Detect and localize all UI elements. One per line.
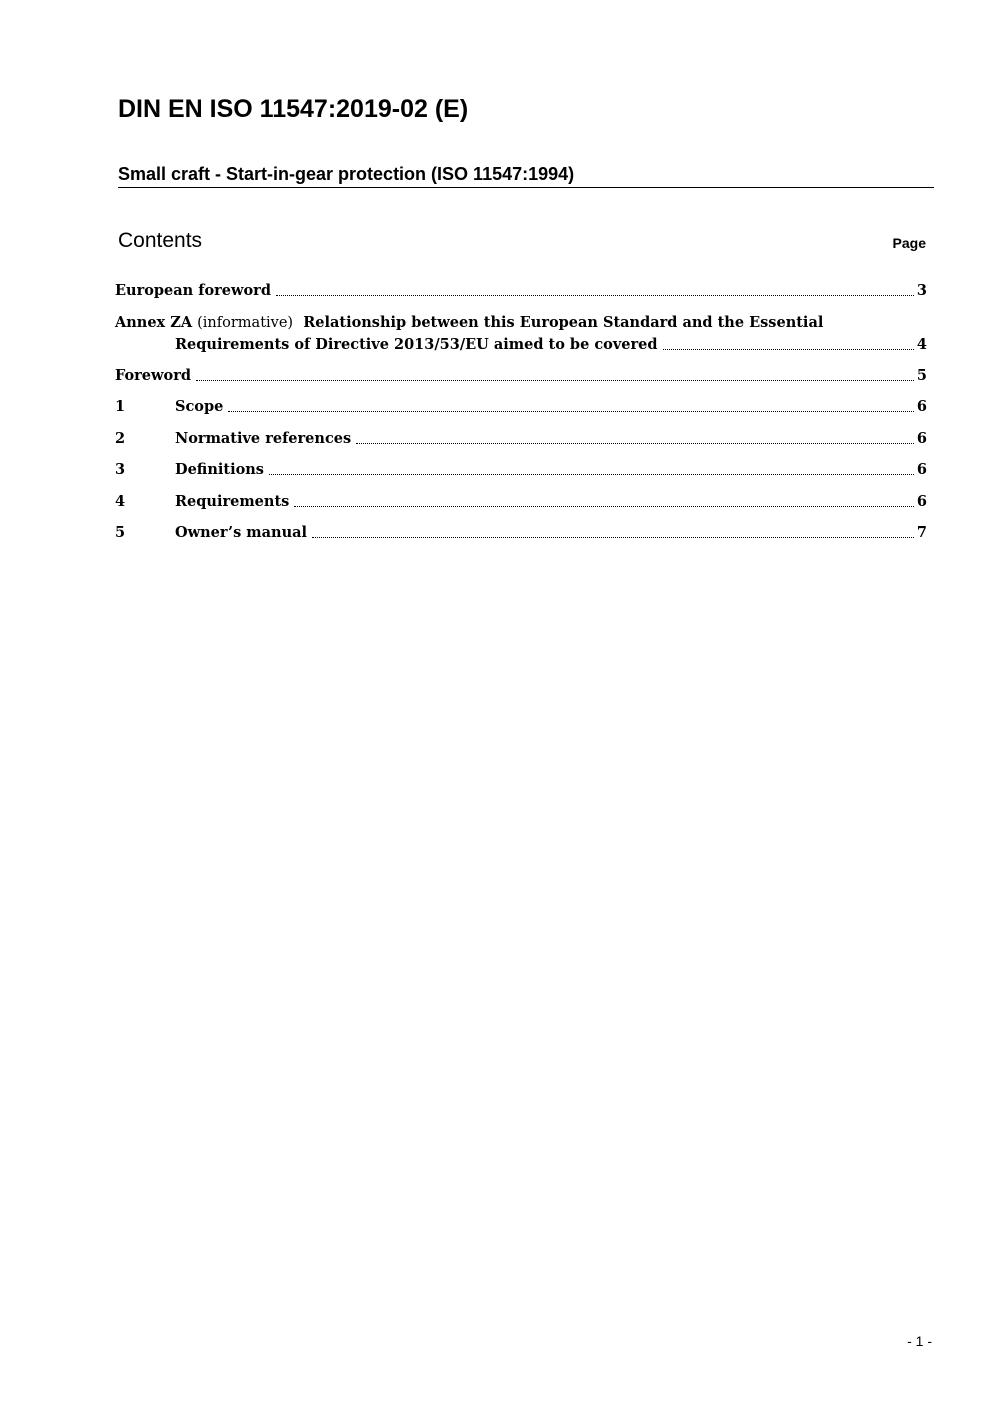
toc-dot-leader	[312, 537, 914, 538]
toc-entry-number: 4	[115, 492, 126, 510]
toc-entry-number: 2	[115, 429, 126, 447]
toc-dot-leader	[276, 295, 914, 296]
toc-dot-leader	[269, 474, 914, 475]
toc-entry-page: 6	[916, 398, 927, 415]
toc-dot-leader	[196, 380, 914, 381]
toc-entry-scope[interactable]	[115, 396, 927, 417]
toc-entry-normative-references[interactable]	[115, 428, 927, 449]
toc-entry-annex-title-line-1: Relationship between this European Standard and the Essential	[293, 313, 824, 331]
toc-entry-owners-manual[interactable]	[115, 522, 927, 543]
toc-entry-title-line-1	[115, 312, 927, 334]
toc-dot-leader	[356, 443, 914, 444]
toc-entry-title: Requirements	[175, 492, 290, 510]
document-id: DIN EN ISO 11547:2019-02 (E)	[118, 95, 469, 123]
toc-dot-leader	[663, 349, 914, 350]
toc-entry-page: 5	[916, 366, 927, 384]
toc-entry-title: Normative references	[175, 429, 352, 447]
toc-entry-title: Scope	[175, 398, 224, 415]
toc-entry-number: 3	[115, 461, 126, 478]
toc-entry-requirements[interactable]	[115, 491, 927, 512]
toc-dot-leader	[228, 411, 914, 412]
toc-entry-page: 6	[916, 492, 927, 510]
toc-entry-number: 1	[115, 398, 126, 415]
toc-entry-page: 7	[916, 524, 927, 541]
page-number: - 1 -	[907, 1333, 932, 1349]
document-title: Small craft - Start-in-gear protection (ISO 11547:1994)	[118, 163, 934, 188]
toc-entry-foreword[interactable]	[115, 365, 927, 386]
contents-heading: Contents	[118, 229, 203, 252]
toc-entry-page: 6	[916, 429, 927, 447]
toc-entry-title: Definitions	[175, 461, 264, 478]
toc-entry-annex-label: Annex ZA	[115, 313, 198, 331]
toc-entry-annex-za[interactable]	[115, 312, 927, 355]
toc-entry-title-block	[115, 312, 927, 355]
toc-entry-page: 3	[916, 282, 927, 299]
toc-entry-definitions[interactable]	[115, 459, 927, 480]
toc-entry-page: 4	[916, 335, 927, 353]
table-of-contents	[115, 280, 927, 554]
toc-entry-title: Owner’s manual	[175, 524, 308, 541]
toc-entry-european-foreword[interactable]	[115, 280, 927, 301]
toc-entry-annex-title-line-2: Requirements of Directive 2013/53/EU aimed to be covered	[175, 335, 658, 353]
toc-entry-title: European foreword	[115, 282, 271, 299]
toc-entry-annex-qualifier: (informative)	[197, 314, 294, 331]
toc-dot-leader	[294, 506, 914, 507]
toc-entry-number: 5	[115, 524, 126, 541]
toc-entry-title-line-2-row	[115, 334, 927, 355]
toc-entry-title: Foreword	[115, 366, 191, 384]
toc-entry-page: 6	[916, 461, 927, 478]
page-column-label: Page	[892, 235, 926, 251]
